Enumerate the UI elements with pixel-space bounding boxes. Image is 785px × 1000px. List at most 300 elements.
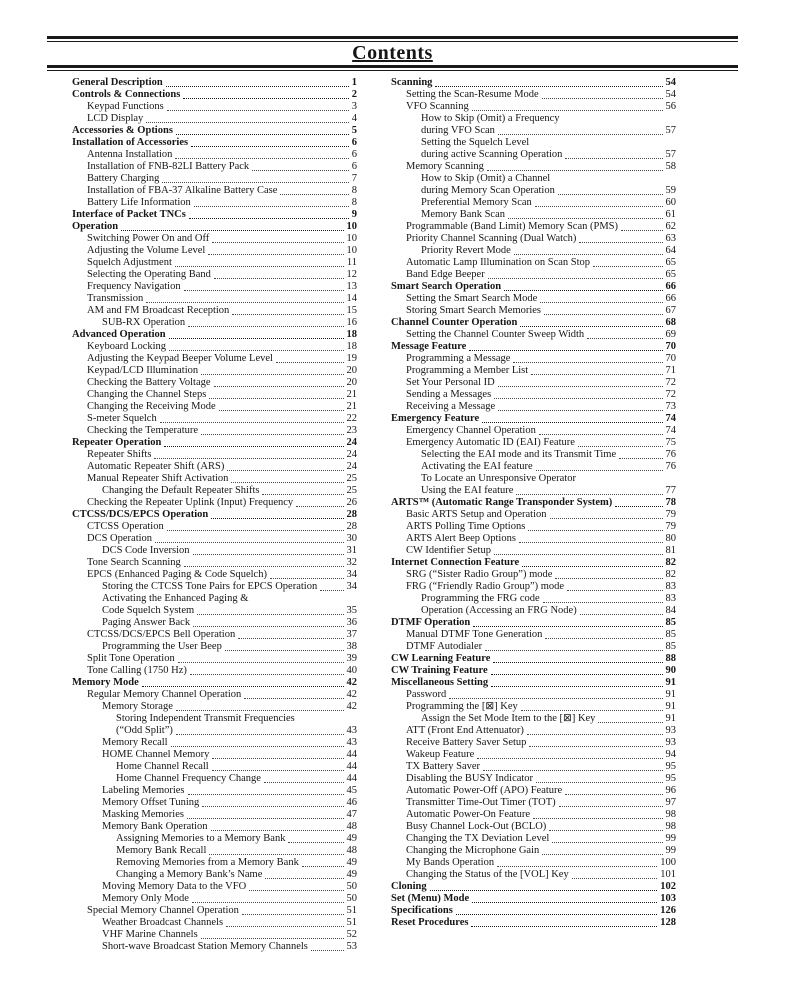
toc-entry	[391, 701, 676, 713]
toc-entry-page: 79	[665, 509, 676, 520]
dot-leader	[146, 301, 343, 303]
toc-entry	[72, 917, 357, 929]
toc-entry-label: Programming the FRG code	[421, 593, 540, 604]
dot-leader	[121, 229, 343, 231]
toc-entry	[72, 881, 357, 893]
toc-entry-label: Automatic Power-Off (APO) Feature	[406, 785, 563, 796]
toc-entry-page: 46	[346, 797, 357, 808]
toc-entry	[72, 605, 357, 617]
toc-entry-page: 4	[351, 113, 357, 124]
toc-entry-page: 1	[351, 77, 357, 88]
toc-entry-label: Changing the Status of the [VOL] Key	[406, 869, 569, 880]
toc-entry	[391, 269, 676, 281]
toc-entry-page: 67	[665, 305, 676, 316]
toc-entry-label: (“Odd Split”)	[116, 725, 173, 736]
toc-entry-label: Short-wave Broadcast Station Memory Channels	[102, 941, 308, 952]
dot-leader	[545, 637, 662, 639]
toc-entry	[391, 629, 676, 641]
toc-entry	[391, 581, 676, 593]
dot-leader	[242, 913, 344, 915]
toc-entry-page: 21	[346, 401, 357, 412]
toc-entry-label: Set (Menu) Mode	[391, 893, 470, 904]
toc-entry	[391, 89, 676, 101]
dot-leader	[542, 853, 662, 855]
toc-entry	[391, 377, 676, 389]
dot-leader	[184, 289, 344, 291]
toc-entry-label: Memory Bank Operation	[102, 821, 208, 832]
toc-entry-page: 50	[346, 881, 357, 892]
toc-entry-page: 83	[665, 593, 676, 604]
toc-entry-page: 25	[346, 473, 357, 484]
toc-entry-label: LCD Display	[87, 113, 144, 124]
toc-entry	[391, 473, 676, 485]
toc-entry-page: 81	[665, 545, 676, 556]
toc-entry-label: ATT (Front End Attenuator)	[406, 725, 524, 736]
toc-entry-page: 20	[346, 365, 357, 376]
toc-entry-label: during active Scanning Operation	[421, 149, 563, 160]
toc-entry-label: Emergency Channel Operation	[406, 425, 536, 436]
toc-entry-label: DTMF Operation	[391, 617, 471, 628]
toc-entry-page: 62	[665, 221, 676, 232]
toc-entry-page: 72	[665, 377, 676, 388]
toc-entry-label: Antenna Installation	[87, 149, 173, 160]
toc-entry	[391, 173, 676, 185]
toc-entry	[391, 257, 676, 269]
toc-entry	[391, 785, 676, 797]
toc-entry-label: Scanning	[391, 77, 433, 88]
dot-leader	[482, 421, 662, 423]
toc-entry-label: Cloning	[391, 881, 427, 892]
toc-entry-label: Receiving a Message	[406, 401, 496, 412]
toc-entry	[391, 881, 676, 893]
toc-entry-label: Automatic Repeater Shift (ARS)	[87, 461, 225, 472]
toc-entry-label: How to Skip (Omit) a Channel	[421, 173, 551, 184]
dot-leader	[169, 349, 343, 351]
dot-leader	[146, 121, 348, 123]
dot-leader	[214, 385, 344, 387]
toc-entry	[72, 521, 357, 533]
toc-entry	[72, 113, 357, 125]
toc-entry-label: Switching Power On and Off	[87, 233, 210, 244]
toc-entry	[391, 353, 676, 365]
dot-leader	[212, 241, 343, 243]
dot-leader	[579, 241, 662, 243]
dot-leader	[189, 217, 349, 219]
toc-entry-page: 95	[665, 773, 676, 784]
toc-entry-page: 93	[665, 725, 676, 736]
dot-leader	[183, 97, 348, 99]
toc-entry-label: Internet Connection Feature	[391, 557, 520, 568]
toc-entry-label: Priority Revert Mode	[421, 245, 511, 256]
toc-entry-page: 31	[346, 545, 357, 556]
toc-entry-label: Automatic Power-On Feature	[406, 809, 531, 820]
dot-leader	[262, 493, 343, 495]
toc-entry-label: Priority Channel Scanning (Dual Watch)	[406, 233, 577, 244]
toc-entry-label: CTCSS/DCS/EPCS Bell Operation	[87, 629, 236, 640]
dot-leader	[188, 325, 343, 327]
toc-entry-label: DTMF Autodialer	[406, 641, 483, 652]
dot-leader	[516, 493, 662, 495]
dot-leader	[167, 109, 349, 111]
toc-entry-label: Changing a Memory Bank’s Name	[116, 869, 263, 880]
dot-leader	[211, 829, 344, 831]
toc-entry-label: CTCSS Operation	[87, 521, 164, 532]
toc-entry	[391, 569, 676, 581]
toc-entry	[391, 293, 676, 305]
toc-entry-page: 85	[665, 617, 676, 628]
toc-entry-label: Sending a Messages	[406, 389, 492, 400]
toc-entry-label: Transmitter Time-Out Timer (TOT)	[406, 797, 556, 808]
dot-leader	[225, 649, 344, 651]
toc-entry	[72, 593, 357, 605]
dot-leader	[521, 709, 663, 711]
dot-leader	[542, 97, 663, 99]
dot-leader	[232, 313, 343, 315]
toc-entry-page: 74	[665, 413, 676, 424]
toc-entry-page: 76	[665, 449, 676, 460]
toc-entry	[72, 221, 357, 233]
dot-leader	[154, 457, 343, 459]
toc-entry	[391, 425, 676, 437]
toc-entry	[391, 125, 676, 137]
toc-entry-page: 9	[351, 209, 357, 220]
toc-entry	[72, 821, 357, 833]
toc-entry	[391, 593, 676, 605]
toc-entry	[72, 197, 357, 209]
toc-entry-label: Programming a Member List	[406, 365, 529, 376]
toc-entry-page: 42	[346, 689, 357, 700]
toc-entry-page: 83	[665, 581, 676, 592]
dot-leader	[320, 589, 343, 591]
toc-entry-page: 26	[346, 497, 357, 508]
toc-entry-label: ARTS™ (Automatic Range Transponder System)	[391, 497, 613, 508]
toc-entry	[391, 149, 676, 161]
toc-entry-label: Memory Bank Scan	[421, 209, 505, 220]
toc-entry	[72, 449, 357, 461]
toc-entry-label: DCS Code Inversion	[102, 545, 190, 556]
dot-leader	[167, 529, 344, 531]
toc-entry-label: Storing Smart Search Memories	[406, 305, 542, 316]
toc-entry	[391, 521, 676, 533]
toc-entry-label: Battery Charging	[87, 173, 160, 184]
toc-entry	[72, 461, 357, 473]
dot-leader	[550, 517, 663, 519]
toc-entry-label: Battery Life Information	[87, 197, 191, 208]
dot-leader	[514, 253, 663, 255]
dot-leader	[508, 217, 663, 219]
toc-entry	[72, 665, 357, 677]
toc-entry-page: 24	[346, 449, 357, 460]
toc-entry-page: 95	[665, 761, 676, 772]
toc-entry-page: 42	[346, 677, 357, 688]
toc-entry-label: Programming the User Beep	[102, 641, 222, 652]
toc-entry	[72, 437, 357, 449]
dot-leader	[535, 205, 663, 207]
toc-entry-page: 28	[346, 509, 357, 520]
toc-entry-label: Advanced Operation	[72, 329, 166, 340]
toc-entry-label: DCS Operation	[87, 533, 153, 544]
toc-entry-page: 88	[665, 653, 676, 664]
toc-entry-page: 44	[346, 773, 357, 784]
dot-leader	[598, 721, 662, 723]
toc-entry-page: 7	[351, 173, 357, 184]
toc-entry	[72, 425, 357, 437]
dot-leader	[565, 793, 662, 795]
toc-entry-label: Accessories & Options	[72, 125, 173, 136]
toc-entry-label: SUB-RX Operation	[102, 317, 186, 328]
toc-entry	[391, 161, 676, 173]
toc-entry-label: Using the EAI feature	[421, 485, 514, 496]
toc-entry-label: Password	[406, 689, 447, 700]
dot-leader	[175, 157, 348, 159]
toc-entry-label: Specifications	[391, 905, 453, 916]
toc-entry-label: Message Feature	[391, 341, 467, 352]
toc-entry-page: 65	[665, 257, 676, 268]
toc-entry-label: Emergency Automatic ID (EAI) Feature	[406, 437, 575, 448]
dot-leader	[528, 529, 662, 531]
toc-entry	[72, 845, 357, 857]
dot-leader	[471, 925, 657, 927]
dot-leader	[559, 805, 663, 807]
dot-leader	[477, 757, 662, 759]
toc-entry-page: 84	[665, 605, 676, 616]
page-header	[47, 0, 738, 71]
toc-entry-label: Programming the [⊠] Key	[406, 701, 518, 712]
toc-entry-page: 71	[665, 365, 676, 376]
toc-entry	[391, 749, 676, 761]
dot-leader	[593, 265, 662, 267]
dot-leader	[264, 781, 344, 783]
toc-entry	[391, 653, 676, 665]
dot-leader	[176, 733, 344, 735]
toc-entry-label: Assigning Memories to a Memory Bank	[116, 833, 286, 844]
toc-entry-label: Manual Repeater Shift Activation	[87, 473, 229, 484]
toc-entry	[72, 497, 357, 509]
dot-leader	[162, 181, 348, 183]
dot-leader	[288, 841, 343, 843]
toc-entry-label: Special Memory Channel Operation	[87, 905, 239, 916]
dot-leader	[487, 169, 663, 171]
toc-entry	[391, 137, 676, 149]
toc-entry	[391, 533, 676, 545]
toc-entry-page: 52	[346, 929, 357, 940]
toc-entry-page: 54	[665, 77, 676, 88]
toc-entry	[72, 77, 357, 89]
toc-entry-page: 51	[346, 905, 357, 916]
dot-leader	[504, 289, 662, 291]
dot-leader	[169, 337, 344, 339]
toc-entry-label: Manual DTMF Tone Generation	[406, 629, 543, 640]
toc-entry-label: Selecting the Operating Band	[87, 269, 211, 280]
dot-leader	[160, 421, 344, 423]
toc-entry-page: 2	[351, 89, 357, 100]
dot-leader	[219, 409, 344, 411]
toc-entry-page: 32	[346, 557, 357, 568]
toc-entry-label: Memory Recall	[102, 737, 168, 748]
toc-entry	[72, 245, 357, 257]
toc-entry	[72, 725, 357, 737]
toc-entry	[72, 737, 357, 749]
toc-entry	[391, 281, 676, 293]
toc-entry-label: SRG (“Sister Radio Group”) mode	[406, 569, 553, 580]
toc-entry-label: Preferential Memory Scan	[421, 197, 532, 208]
toc-entry-label: General Description	[72, 77, 163, 88]
toc-entry	[72, 509, 357, 521]
dot-leader	[533, 817, 662, 819]
dot-leader	[522, 565, 662, 567]
dot-leader	[311, 949, 344, 951]
toc-entry-label: Changing the Receiving Mode	[87, 401, 216, 412]
toc-entry	[72, 629, 357, 641]
toc-entry-page: 49	[346, 857, 357, 868]
toc-entry	[391, 101, 676, 113]
toc-entry-label: To Locate an Unresponsive Operator	[421, 473, 576, 484]
dot-leader	[578, 445, 663, 447]
toc-entry-label: Programming a Message	[406, 353, 511, 364]
toc-entry	[72, 329, 357, 341]
toc-entry-page: 12	[346, 269, 357, 280]
toc-entry	[391, 857, 676, 869]
toc-entry-page: 99	[665, 833, 676, 844]
toc-entry	[391, 365, 676, 377]
toc-entry-page: 19	[346, 353, 357, 364]
toc-entry-page: 66	[665, 293, 676, 304]
toc-entry-page: 82	[665, 557, 676, 568]
dot-leader	[493, 661, 662, 663]
toc-entry	[72, 773, 357, 785]
toc-entry	[72, 533, 357, 545]
dot-leader	[197, 613, 343, 615]
toc-entry-label: Tone Calling (1750 Hz)	[87, 665, 187, 676]
toc-entry-page: 3	[351, 101, 357, 112]
toc-entry-label: CW Identifier Setup	[406, 545, 491, 556]
dot-leader	[209, 397, 343, 399]
dot-leader	[435, 85, 662, 87]
toc-entry	[391, 641, 676, 653]
toc-entry-label: Tone Search Scanning	[87, 557, 181, 568]
toc-entry-label: Squelch Adjustment	[87, 257, 172, 268]
toc-entry-page: 11	[346, 257, 357, 268]
toc-entry-label: Repeater Operation	[72, 437, 162, 448]
toc-entry-page: 82	[665, 569, 676, 580]
dot-leader	[202, 805, 343, 807]
toc-entry-page: 59	[665, 185, 676, 196]
toc-entry-label: Setting the Squelch Level	[421, 137, 530, 148]
toc-entry-page: 43	[346, 737, 357, 748]
toc-entry-label: Keypad Functions	[87, 101, 164, 112]
dot-leader	[212, 769, 344, 771]
dot-leader	[142, 685, 344, 687]
dot-leader	[456, 913, 657, 915]
dot-leader	[558, 193, 663, 195]
toc-entry-page: 6	[351, 137, 357, 148]
dot-leader	[164, 445, 343, 447]
toc-entry-label: ARTS Polling Time Options	[406, 521, 526, 532]
toc-entry-page: 18	[346, 329, 357, 340]
dot-leader	[491, 685, 662, 687]
toc-entry-label: Weather Broadcast Channels	[102, 917, 224, 928]
dot-leader	[214, 277, 344, 279]
toc-entry-label: Basic ARTS Setup and Operation	[406, 509, 547, 520]
toc-entry	[391, 113, 676, 125]
toc-entry	[391, 197, 676, 209]
toc-entry	[72, 929, 357, 941]
toc-entry-label: My Bands Operation	[406, 857, 495, 868]
toc-entry	[391, 809, 676, 821]
toc-entry-label: Checking the Battery Voltage	[87, 377, 211, 388]
toc-entry-label: Removing Memories from a Memory Bank	[116, 857, 299, 868]
toc-entry	[72, 677, 357, 689]
toc-entry-page: 5	[351, 125, 357, 136]
dot-leader	[238, 637, 343, 639]
toc-entry-label: Memory Only Mode	[102, 893, 189, 904]
toc-entry	[72, 317, 357, 329]
dot-leader	[201, 373, 343, 375]
toc-entry	[72, 377, 357, 389]
dot-leader	[178, 661, 344, 663]
dot-leader	[302, 865, 344, 867]
toc-entry-page: 56	[665, 101, 676, 112]
toc-entry-label: Installation of FBA-37 Alkaline Battery Case	[87, 185, 278, 196]
toc-entry-label: Wakeup Feature	[406, 749, 475, 760]
toc-entry-label: Activating the EAI feature	[421, 461, 533, 472]
dot-leader	[552, 841, 662, 843]
toc-columns	[47, 77, 738, 953]
dot-leader	[615, 505, 662, 507]
toc-entry	[391, 437, 676, 449]
toc-entry-label: Storing the CTCSS Tone Pairs for EPCS Operation	[102, 581, 318, 592]
toc-entry-page: 24	[346, 437, 357, 448]
toc-entry	[72, 941, 357, 953]
toc-entry	[72, 485, 357, 497]
toc-entry-page: 126	[660, 905, 676, 916]
toc-entry-label: Receive Battery Saver Setup	[406, 737, 527, 748]
toc-entry	[391, 449, 676, 461]
dot-leader	[498, 409, 662, 411]
toc-entry	[391, 341, 676, 353]
toc-entry-page: 75	[665, 437, 676, 448]
toc-entry	[72, 749, 357, 761]
toc-entry-page: 54	[665, 89, 676, 100]
toc-entry-label: Operation	[72, 221, 119, 232]
dot-leader	[208, 253, 343, 255]
toc-entry	[72, 761, 357, 773]
toc-entry-page: 47	[346, 809, 357, 820]
toc-entry-page: 24	[346, 461, 357, 472]
toc-entry-page: 21	[346, 389, 357, 400]
toc-entry-label: Paging Answer Back	[102, 617, 191, 628]
toc-entry-label: FRG (“Friendly Radio Group”) mode	[406, 581, 565, 592]
toc-entry	[72, 905, 357, 917]
toc-column-left	[72, 77, 357, 953]
toc-entry-label: during Memory Scan Operation	[421, 185, 555, 196]
toc-entry-page: 23	[346, 425, 357, 436]
toc-entry	[391, 725, 676, 737]
toc-entry	[391, 833, 676, 845]
toc-entry-page: 20	[346, 377, 357, 388]
toc-entry-page: 10	[346, 233, 357, 244]
toc-entry-page: 25	[346, 485, 357, 496]
dot-leader	[184, 565, 344, 567]
toc-entry	[391, 245, 676, 257]
dot-leader	[201, 937, 344, 939]
toc-entry	[391, 557, 676, 569]
toc-entry	[72, 389, 357, 401]
toc-entry-page: 91	[665, 677, 676, 688]
toc-entry	[391, 317, 676, 329]
dot-leader	[212, 757, 343, 759]
dot-leader	[513, 361, 662, 363]
